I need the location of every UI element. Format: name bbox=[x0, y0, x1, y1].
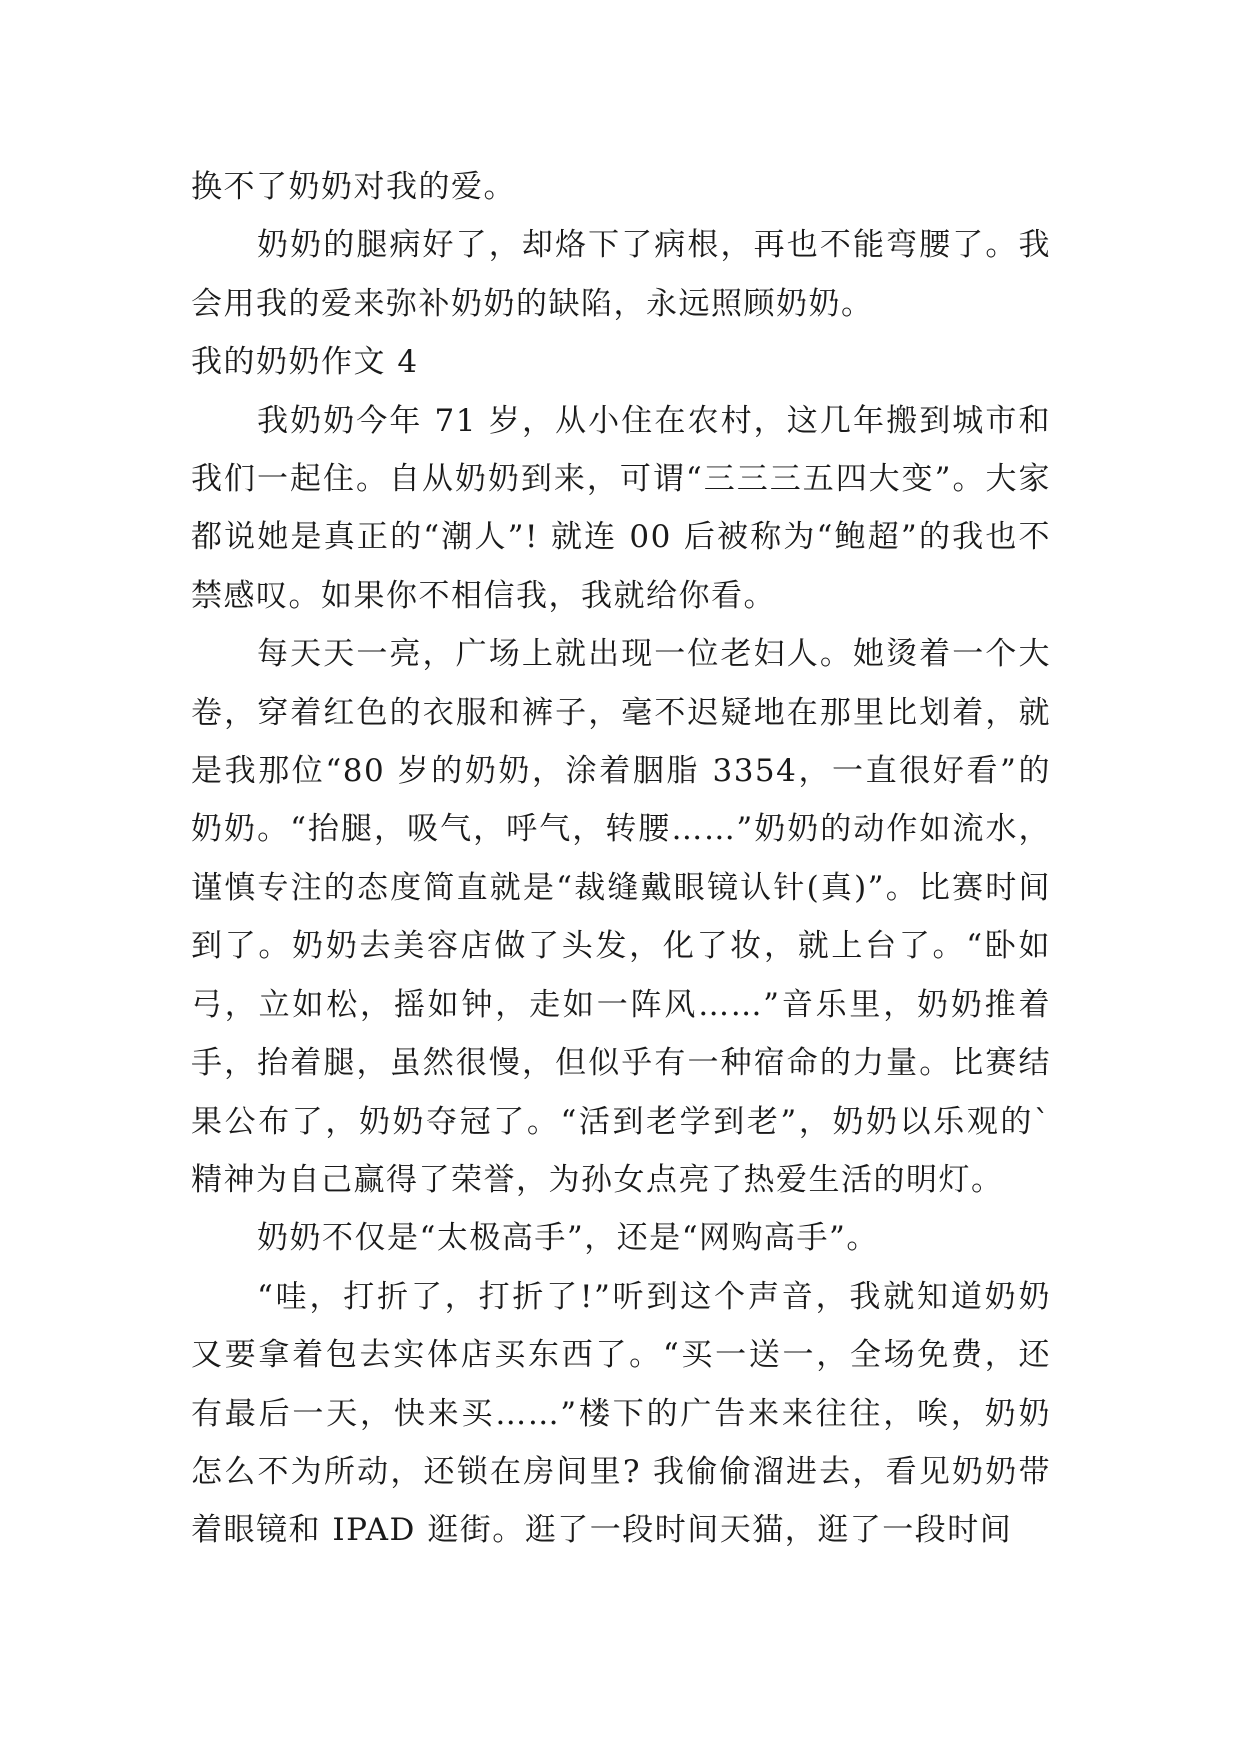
paragraph-taichi: 每天天一亮，广场上就出现一位老妇人。她烫着一个大卷，穿着红色的衣服和裤子，毫不迟疑地在那里比划着，就是我那位“80 岁的奶奶，涂着胭脂 3354，一直很好看”的奶奶。“抬腿，吸气，呼气，转腰……”奶奶的动作如流水，谨慎专注的态度简直就是“裁缝戴眼镜认针(真)”。比赛时间到了。奶奶去美容店做了头发，化了妆，就上台了。“卧如弓，立如松，摇如钟，走如一阵风……”音乐里，奶奶推着手，抬着腿，虽然很慢，但似乎有一种宿命的力量。比赛结果公布了，奶奶夺冠了。“活到老学到老”，奶奶以乐观的`精神为自己赢得了荣誉，为孙女点亮了热爱生活的明灯。 bbox=[191, 636, 1051, 1198]
paragraph-intro: 我奶奶今年 71 岁，从小住在农村，这几年搬到城市和我们一起住。自从奶奶到来，可谓“三三三五四大变”。大家都说她是真正的“潮人”! 就连 00 后被称为“鲍超”的我也不禁感叹。如果你不相信我，我就给你看。 bbox=[191, 402, 1051, 614]
paragraph-transition: 奶奶不仅是“太极高手”，还是“网购高手”。 bbox=[257, 1220, 879, 1257]
section-heading: 我的奶奶作文 4 bbox=[191, 344, 419, 381]
essay-body bbox=[191, 158, 1051, 1560]
paragraph-online-shopping: “哇，打折了，打折了!”听到这个声音，我就知道奶奶又要拿着包去实体店买东西了。“买一送一，全场免费，还有最后一天，快来买……”楼下的广告来来往往，唉，奶奶怎么不为所动，还锁在房间里? 我偷偷溜进去，看见奶奶带着眼镜和 IPAD 逛街。逛了一段时间天猫，逛了一段时间 bbox=[191, 1278, 1051, 1549]
paragraph-leg-illness: 奶奶的腿病好了，却烙下了病根，再也不能弯腰了。我会用我的爱来弥补奶奶的缺陷，永远照顾奶奶。 bbox=[191, 227, 1051, 322]
paragraph-continuation: 换不了奶奶对我的爱。 bbox=[191, 169, 516, 205]
